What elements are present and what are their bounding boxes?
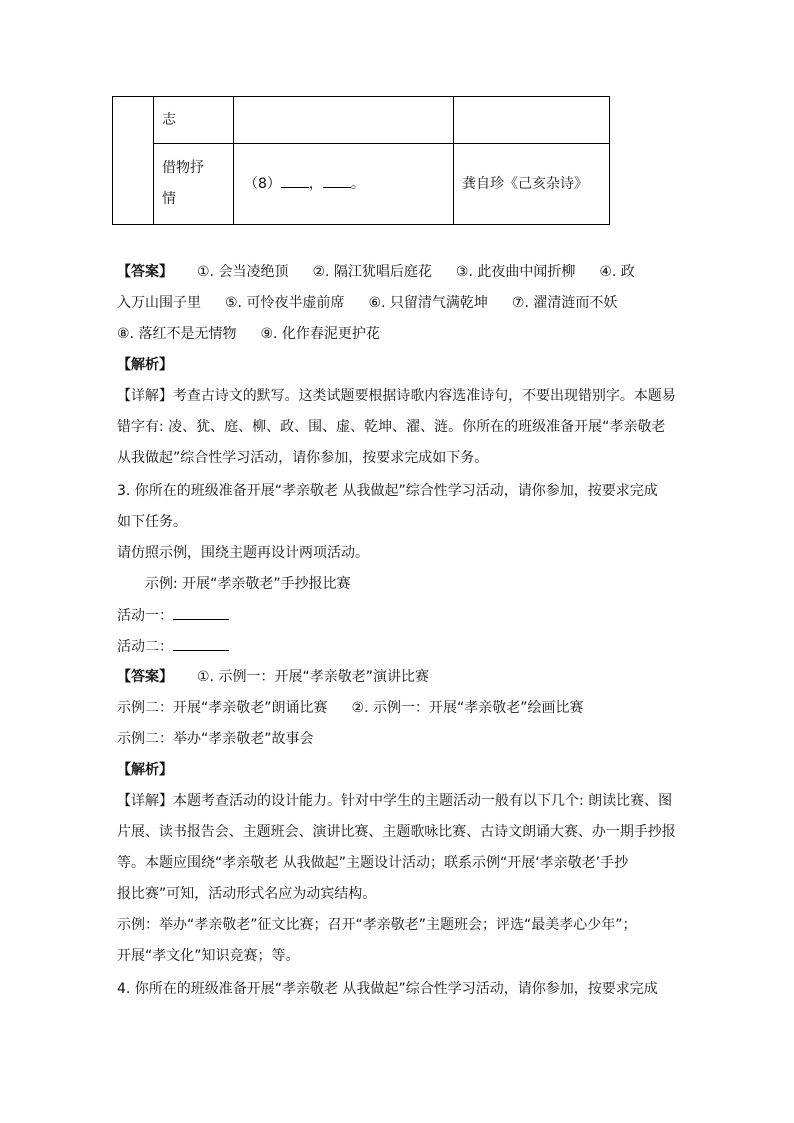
activity-line — [117, 605, 229, 626]
answer-line — [117, 698, 583, 718]
detail-text: 从我做起”综合性学习活动，请你参加，按要求完成如下务。 — [117, 450, 489, 466]
comma: ， — [308, 175, 323, 192]
answer-item: ①. 示例一：开展“孝亲敬老”演讲比赛 — [197, 669, 429, 685]
table-cell-source: 龚自珍《己亥杂诗》 — [454, 144, 610, 225]
period: 。 — [350, 175, 365, 192]
example-text: 示例: 开展“孝亲敬老”手抄报比赛 — [145, 576, 351, 592]
detail-text: 【详解】本题考查活动的设计能力。针对中学生的主题活动一般有以下几个: 朗读比赛、图 — [117, 793, 673, 809]
activity-line — [117, 636, 229, 657]
answer-line — [117, 293, 617, 313]
blank-number: （8） — [244, 175, 281, 192]
answer-item: ②. 示例一：开展“孝亲敬老”绘画比赛 — [351, 700, 584, 716]
answer-line — [117, 324, 380, 344]
answer-line — [117, 667, 429, 687]
answer-item: ⑨. 化作春泥更护花 — [260, 326, 380, 342]
answer-item: ④. 政 — [599, 264, 635, 280]
answer-blank — [173, 605, 229, 620]
detail-text: 【详解】考查古诗文的默写。这类试题要根据诗歌内容选准诗句，不要出现错别字。本题易 — [117, 388, 676, 404]
instruction-text: 请仿照示例，围绕主题再设计两项活动。 — [117, 545, 369, 561]
answer-blank — [323, 173, 351, 188]
answer-item: 示例二：开展“孝亲敬老”朗诵比赛 — [117, 700, 328, 716]
answer-tag: 【答案】 — [117, 669, 173, 685]
activity-label: 活动一： — [117, 608, 173, 624]
example-text: 开展“孝文化”知识竞赛；等。 — [117, 948, 300, 964]
table-row — [113, 144, 610, 225]
activity-label: 活动二： — [117, 639, 173, 655]
table-cell-category: 志 — [154, 97, 234, 144]
answer-item: 入万山围子里 — [117, 295, 201, 311]
detail-text: 等。本题应围绕“孝亲敬老 从我做起”主题设计活动；联系示例“开展‘孝亲敬老’手抄 — [117, 855, 629, 871]
question-stem: 3. 你所在的班级准备开展“孝亲敬老 从我做起”综合性学习活动，请你参加，按要求完成 — [117, 483, 658, 499]
poetry-table — [112, 96, 610, 225]
answer-item: ⑧. 落红不是无情物 — [117, 326, 237, 342]
detail-text: 片展、读书报告会、主题班会、演讲比赛、主题歌咏比赛、古诗文朗诵大赛、办一期手抄报 — [117, 824, 676, 840]
example-text: 示例：举办“孝亲敬老”征文比赛；召开“孝亲敬老”主题班会；评选“最美孝心少年”； — [117, 917, 637, 933]
answer-item: ⑤. 可怜夜半虚前席 — [225, 295, 345, 311]
question-stem: 4. 你所在的班级准备开展“孝亲敬老 从我做起”综合性学习活动，请你参加，按要求完成 — [117, 981, 658, 997]
analysis-tag: 【解析】 — [117, 357, 173, 373]
answer-item: ⑦. 濯清涟而不妖 — [511, 295, 618, 311]
detail-text: 错字有: 凌、犹、庭、柳、政、围、虚、乾坤、濯、涟。你所在的班级准备开展“孝亲敬老 — [117, 419, 666, 435]
answer-item: ⑥. 只留清气满乾坤 — [368, 295, 488, 311]
table-cell-category — [154, 144, 234, 225]
table-cell-verse — [234, 97, 454, 144]
answer-line — [117, 262, 635, 282]
table-cell-verse — [234, 144, 454, 225]
category-line-2: 情 — [162, 191, 176, 207]
table-row — [113, 97, 610, 144]
category-line-1: 借物抒 — [162, 160, 204, 176]
answer-blank — [173, 636, 229, 651]
answer-blank — [281, 173, 309, 188]
answer-line: 示例二：举办“孝亲敬老”故事会 — [117, 731, 314, 747]
answer-item: ③. 此夜曲中闻折柳 — [455, 264, 576, 280]
answer-item: ①. 会当凌绝顶 — [197, 264, 289, 280]
detail-text: 报比赛”可知，活动形式名应为动宾结构。 — [117, 886, 377, 902]
analysis-tag: 【解析】 — [117, 762, 173, 778]
table-cell-source — [454, 97, 610, 144]
question-stem: 如下任务。 — [117, 514, 187, 530]
table-merged-cell — [113, 97, 154, 225]
answer-tag: 【答案】 — [117, 264, 173, 280]
answer-item: ②. 隔江犹唱后庭花 — [312, 264, 432, 280]
